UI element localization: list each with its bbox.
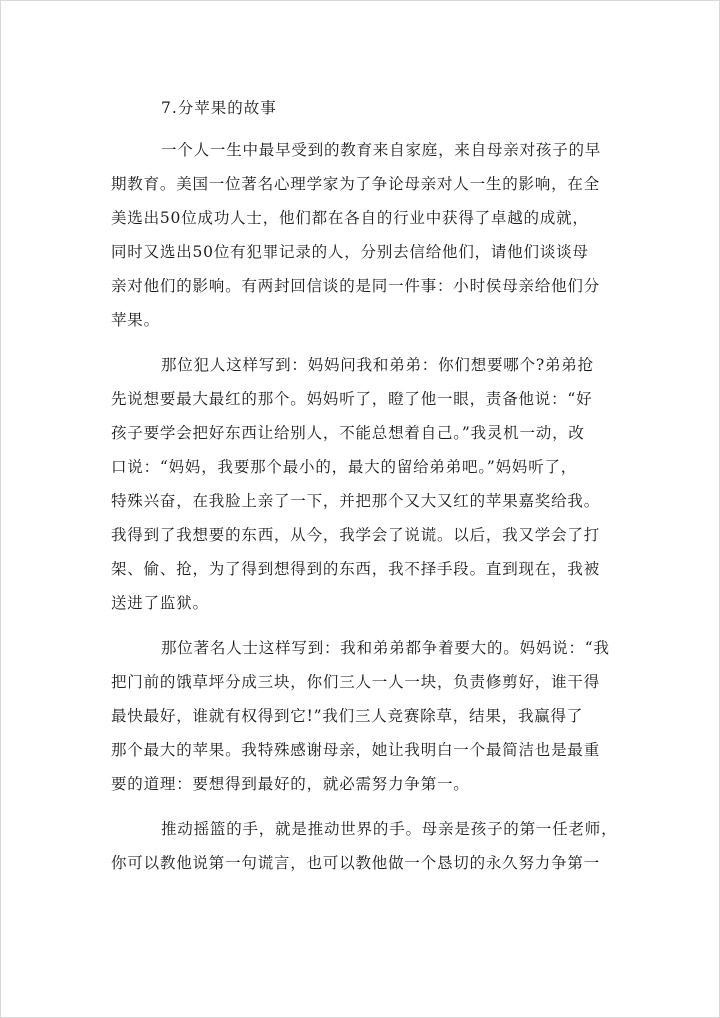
text-line: 同时又选出50位有犯罪记录的人，分别去信给他们，请他们谈谈母 bbox=[111, 243, 589, 261]
text-line: 送进了监狱。 bbox=[111, 594, 209, 612]
text-line: 那个最大的苹果。我特殊感谢母亲，她让我明白一个最简洁也是最重 bbox=[111, 741, 601, 759]
text-line: 推动摇篮的手，就是推动世界的手。母亲是孩子的第一任老师， bbox=[161, 820, 618, 838]
text-line: 把门前的饿草坪分成三块，你们三人一人一块，负责修剪好，谁干得 bbox=[111, 673, 601, 691]
text-line: 最快最好，谁就有权得到它!”我们三人竞赛除草，结果，我赢得了 bbox=[111, 707, 584, 725]
paragraph-2 bbox=[111, 348, 611, 620]
text-line: 一个人一生中最早受到的教育来自家庭，来自母亲对孩子的早 bbox=[161, 141, 602, 159]
text-line: 架、偷、抢，为了得到想得到的东西，我不择手段。直到现在，我被 bbox=[111, 560, 601, 578]
text-line: 先说想要最大最红的那个。妈妈听了，瞪了他一眼，责备他说：“好 bbox=[111, 390, 593, 408]
text-line: 口说：“妈妈，我要那个最小的，最大的留给弟弟吧。”妈妈听了， bbox=[111, 458, 578, 476]
text-line: 孩子要学会把好东西让给别人，不能总想着自己。”我灵机一动，改 bbox=[111, 424, 585, 442]
paragraph-3 bbox=[111, 631, 611, 801]
text-line: 你可以教他说第一句谎言，也可以教他做一个恳切的永久努力争第一 bbox=[111, 854, 601, 872]
text-line: 我得到了我想要的东西，从今，我学会了说谎。以后，我又学会了打 bbox=[111, 526, 601, 544]
text-line: 美选出50位成功人士，他们都在各自的行业中获得了卓越的成就， bbox=[111, 209, 589, 227]
text-line: 期教育。美国一位著名心理学家为了争论母亲对人一生的影响，在全 bbox=[111, 175, 601, 193]
text-line: 那位著名人士这样写到：我和弟弟都争着要大的。妈妈说：“我 bbox=[161, 639, 610, 657]
text-line: 要的道理：要想得到最好的，就必需努力争第一。 bbox=[111, 775, 470, 793]
text-line: 特殊兴奋，在我脸上亲了一下，并把那个又大又红的苹果嘉奖给我。 bbox=[111, 492, 601, 510]
paragraph-1 bbox=[111, 133, 611, 337]
section-title: 7.分苹果的故事 bbox=[161, 99, 277, 117]
document-body bbox=[111, 93, 618, 880]
paragraph-4 bbox=[111, 812, 618, 880]
text-line: 苹果。 bbox=[111, 311, 160, 329]
text-line: 亲对他们的影响。有两封回信谈的是同一件事：小时侯母亲给他们分 bbox=[111, 277, 601, 295]
text-line: 那位犯人这样写到：妈妈问我和弟弟：你们想要哪个?弟弟抢 bbox=[161, 356, 594, 374]
